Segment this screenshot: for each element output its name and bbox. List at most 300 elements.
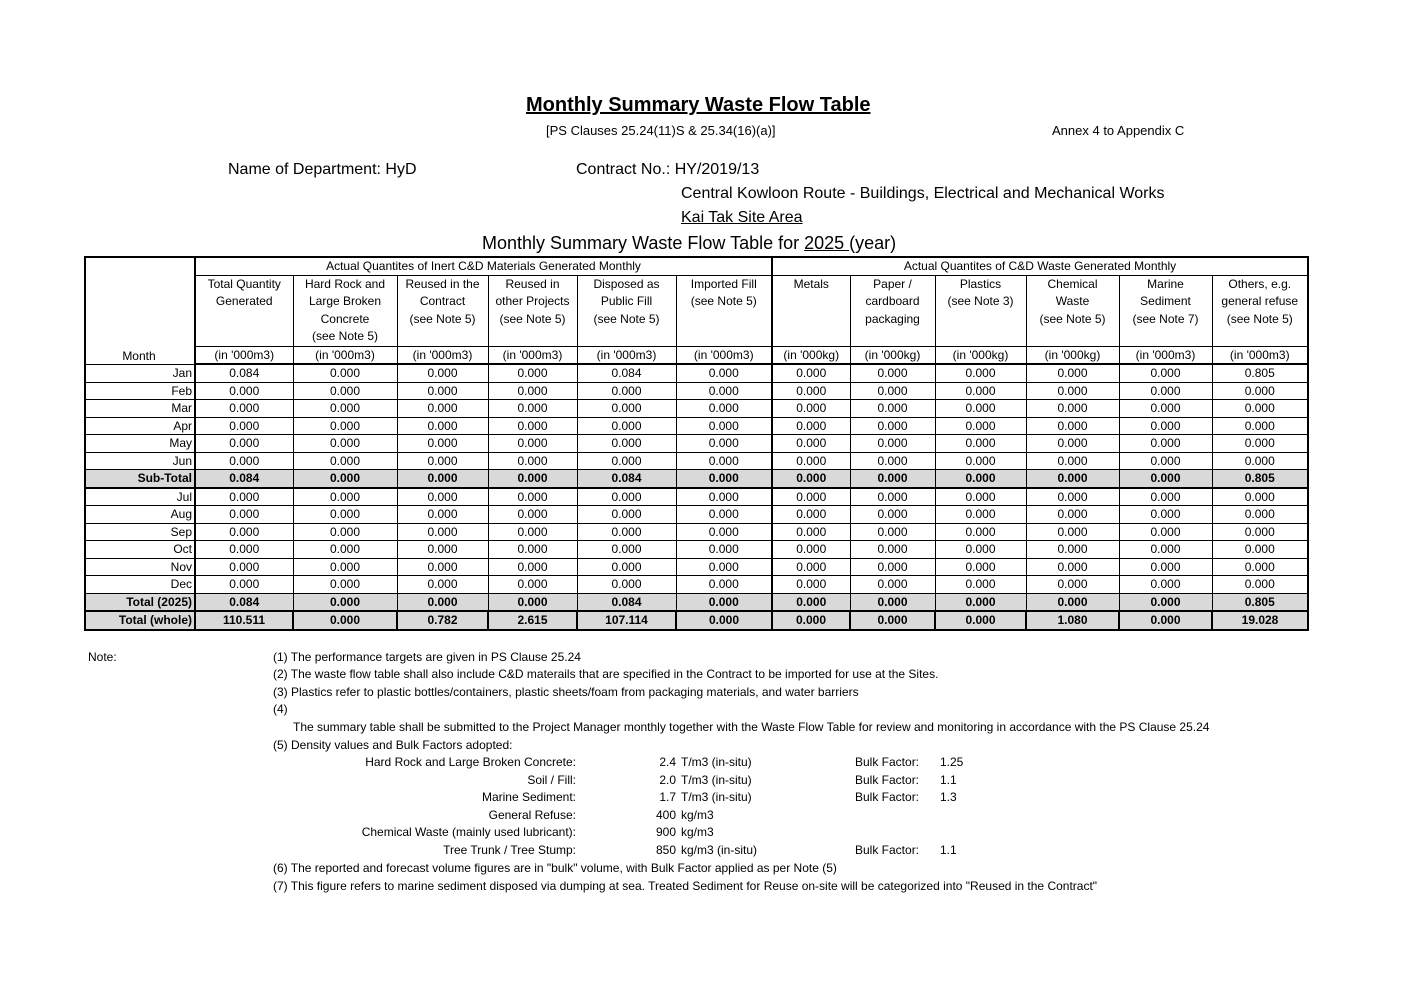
table-row [85, 593, 1308, 611]
note-4-text: The summary table shall be submitted to the Project Manager monthly together with the Waste Flow Table for review and monitoring in accordance with the PS Clause 25.24 [293, 720, 1210, 734]
density-value: 400 [655, 807, 676, 822]
value-cell: 0.000 [488, 364, 577, 382]
column-header [397, 275, 488, 346]
density-material: Marine Sediment: [481, 790, 576, 805]
column-header-line [936, 311, 1026, 329]
value-cell: 0.084 [577, 364, 676, 382]
month-cell: Dec [85, 576, 195, 594]
value-cell: 0.000 [1026, 417, 1119, 435]
value-cell: 0.000 [577, 541, 676, 559]
value-cell: 0.000 [1119, 382, 1212, 400]
value-cell: 0.000 [1026, 523, 1119, 541]
value-cell: 0.000 [676, 611, 772, 630]
value-cell: 0.000 [577, 558, 676, 576]
subtitle-year: 2025 [804, 233, 850, 253]
column-unit: (in '000m3) [397, 346, 488, 364]
density-unit: T/m3 (in-situ) [681, 790, 752, 805]
month-cell: Oct [85, 541, 195, 559]
table-row [85, 576, 1308, 594]
bulk-factor-value: 1.3 [940, 790, 957, 805]
value-cell: 0.000 [488, 452, 577, 470]
value-cell: 0.000 [1119, 364, 1212, 382]
month-cell: Sep [85, 523, 195, 541]
column-header-line: (see Note 5) [1226, 311, 1293, 326]
column-header [577, 275, 676, 346]
month-cell: Apr [85, 417, 195, 435]
density-unit: kg/m3 (in-situ) [681, 843, 758, 857]
value-cell: 0.000 [850, 576, 935, 594]
column-header [1212, 275, 1308, 346]
value-cell: 0.000 [850, 470, 935, 488]
value-cell: 0.000 [850, 400, 935, 418]
value-cell: 0.000 [772, 417, 850, 435]
table-row [85, 364, 1308, 382]
density-material: General Refuse: [488, 807, 576, 822]
value-cell: 0.000 [293, 364, 397, 382]
value-cell: 0.000 [577, 576, 676, 594]
value-cell: 0.084 [195, 593, 293, 611]
value-cell: 0.000 [293, 523, 397, 541]
value-cell: 0.000 [293, 488, 397, 506]
value-cell: 0.000 [676, 435, 772, 453]
column-header-line: Marine [1147, 276, 1184, 291]
value-cell: 0.000 [676, 364, 772, 382]
value-cell: 0.000 [293, 541, 397, 559]
value-cell: 0.000 [293, 435, 397, 453]
waste-group-header: Actual Quantites of C&D Waste Generated Monthly [772, 257, 1308, 275]
value-cell: 0.000 [772, 593, 850, 611]
value-cell: 0.000 [195, 417, 293, 435]
note-6: (6) The reported and forecast volume figures are in "bulk" volume, with Bulk Factor applied as per Note (5) [273, 861, 837, 875]
column-header-line: (see Note 5) [499, 311, 566, 326]
value-cell: 19.028 [1212, 611, 1308, 630]
column-header-line: Reused in [505, 276, 560, 291]
value-cell: 0.805 [1212, 470, 1308, 488]
table-row [85, 506, 1308, 524]
value-cell: 110.511 [195, 611, 293, 630]
column-header-line: Plastics [959, 276, 1002, 291]
value-cell: 0.805 [1212, 364, 1308, 382]
value-cell: 0.000 [676, 452, 772, 470]
value-cell: 0.000 [1212, 382, 1308, 400]
column-header [676, 275, 772, 346]
value-cell: 0.000 [850, 523, 935, 541]
contract-number: Contract No.: HY/2019/13 [576, 161, 760, 178]
value-cell: 0.000 [293, 558, 397, 576]
column-header-line [677, 328, 772, 346]
column-header-line: Total Quantity [207, 276, 281, 291]
column-header [195, 275, 293, 346]
value-cell: 0.084 [195, 364, 293, 382]
density-value: 2.0 [659, 772, 676, 787]
value-cell: 0.000 [676, 417, 772, 435]
column-header [772, 275, 850, 346]
value-cell: 0.000 [850, 506, 935, 524]
column-header-line [851, 328, 935, 346]
column-header-line [1027, 328, 1119, 346]
column-unit: (in '000kg) [850, 346, 935, 364]
value-cell: 0.000 [397, 576, 488, 594]
value-cell: 0.000 [850, 417, 935, 435]
value-cell: 0.000 [488, 417, 577, 435]
column-header-line: Imported Fill [690, 276, 757, 291]
value-cell: 0.000 [397, 452, 488, 470]
value-cell: 0.000 [935, 488, 1026, 506]
value-cell: 0.000 [676, 506, 772, 524]
month-cell: Nov [85, 558, 195, 576]
month-cell: Feb [85, 382, 195, 400]
column-unit: (in '000m3) [577, 346, 676, 364]
value-cell: 0.000 [772, 558, 850, 576]
column-header [293, 275, 397, 346]
column-header-line: Public Fill [600, 294, 653, 308]
value-cell: 0.000 [1119, 611, 1212, 630]
column-header-line [773, 328, 850, 346]
value-cell: 0.000 [676, 558, 772, 576]
value-cell: 0.000 [488, 558, 577, 576]
value-cell: 0.000 [1212, 400, 1308, 418]
month-cell: Jul [85, 488, 195, 506]
value-cell: 0.000 [397, 435, 488, 453]
value-cell: 0.000 [935, 364, 1026, 382]
value-cell: 0.000 [676, 470, 772, 488]
annex-label: Annex 4 to Appendix C [1052, 123, 1185, 138]
column-header-line: packaging [865, 311, 920, 326]
subtitle-suffix: (year) [849, 233, 897, 253]
column-header-line [773, 311, 850, 329]
value-cell: 0.000 [195, 576, 293, 594]
value-cell: 0.000 [772, 452, 850, 470]
column-unit: (in '000m3) [676, 346, 772, 364]
value-cell: 0.000 [577, 523, 676, 541]
value-cell: 0.000 [1026, 488, 1119, 506]
column-header [488, 275, 577, 346]
value-cell: 0.000 [772, 364, 850, 382]
column-header-line [1120, 328, 1212, 346]
value-cell: 0.000 [488, 576, 577, 594]
value-cell: 0.000 [577, 488, 676, 506]
column-header-line [677, 311, 772, 329]
value-cell: 0.000 [1119, 417, 1212, 435]
month-cell: Sub-Total [85, 470, 195, 488]
density-material: Tree Trunk / Tree Stump: [443, 843, 576, 857]
value-cell: 0.000 [397, 382, 488, 400]
value-cell: 0.000 [935, 452, 1026, 470]
value-cell: 0.000 [397, 470, 488, 488]
column-unit: (in '000m3) [488, 346, 577, 364]
column-header-line [578, 328, 676, 346]
value-cell: 0.000 [850, 452, 935, 470]
value-cell: 0.000 [676, 576, 772, 594]
document-title: Monthly Summary Waste Flow Table [526, 94, 871, 116]
table-row [85, 382, 1308, 400]
value-cell: 0.000 [1119, 452, 1212, 470]
value-cell: 0.000 [293, 611, 397, 630]
value-cell: 0.084 [577, 470, 676, 488]
value-cell: 0.000 [293, 506, 397, 524]
value-cell: 0.000 [1026, 452, 1119, 470]
value-cell: 0.000 [772, 488, 850, 506]
table-row [85, 470, 1308, 488]
column-unit: (in '000m3) [195, 346, 293, 364]
column-header-line: Hard Rock and [304, 276, 386, 291]
month-cell: Mar [85, 400, 195, 418]
column-header-line: Paper / [873, 276, 912, 291]
value-cell: 0.000 [1119, 435, 1212, 453]
value-cell: 0.000 [850, 382, 935, 400]
value-cell: 0.000 [1119, 576, 1212, 594]
bulk-factor-value: 1.1 [940, 772, 957, 787]
column-unit: (in '000kg) [1026, 346, 1119, 364]
column-header-line [936, 328, 1026, 346]
column-header [935, 275, 1026, 346]
value-cell: 0.000 [1119, 558, 1212, 576]
column-header-line: (see Note 5) [690, 294, 757, 308]
value-cell: 0.000 [1212, 435, 1308, 453]
density-material: Soil / Fill: [527, 772, 576, 787]
density-value: 850 [655, 843, 676, 857]
value-cell: 0.000 [1212, 541, 1308, 559]
value-cell: 0.000 [935, 506, 1026, 524]
value-cell: 0.000 [397, 523, 488, 541]
value-cell: 0.000 [577, 382, 676, 400]
table-row [85, 558, 1308, 576]
value-cell: 0.000 [577, 435, 676, 453]
value-cell: 0.000 [1212, 452, 1308, 470]
value-cell: 0.000 [1026, 593, 1119, 611]
column-header-line: Chemical [1047, 276, 1098, 291]
density-material: Hard Rock and Large Broken Concrete: [365, 755, 576, 769]
value-cell: 0.000 [488, 400, 577, 418]
value-cell: 2.615 [488, 611, 577, 630]
column-header-line: cardboard [865, 294, 920, 308]
column-header-line: general refuse [1221, 294, 1299, 308]
value-cell: 0.000 [772, 382, 850, 400]
value-cell: 0.000 [850, 488, 935, 506]
value-cell: 0.000 [1119, 488, 1212, 506]
value-cell: 0.000 [293, 576, 397, 594]
value-cell: 0.000 [488, 470, 577, 488]
value-cell: 0.000 [1212, 576, 1308, 594]
value-cell: 0.000 [772, 523, 850, 541]
value-cell: 0.000 [1119, 541, 1212, 559]
value-cell: 0.000 [397, 506, 488, 524]
value-cell: 0.000 [293, 593, 397, 611]
value-cell: 0.782 [397, 611, 488, 630]
bulk-factor-label: Bulk Factor: [855, 790, 920, 805]
month-cell: Total (whole) [85, 611, 195, 630]
value-cell: 0.000 [676, 400, 772, 418]
column-header-line [1213, 328, 1308, 346]
month-cell: Aug [85, 506, 195, 524]
value-cell: 0.000 [676, 382, 772, 400]
subtitle-prefix: Monthly Summary Waste Flow Table for [482, 233, 805, 253]
value-cell: 0.000 [1212, 558, 1308, 576]
density-value: 1.7 [659, 790, 676, 805]
value-cell: 0.000 [935, 382, 1026, 400]
table-row [85, 488, 1308, 506]
bulk-factor-value: 1.25 [940, 755, 964, 769]
value-cell: 0.000 [935, 400, 1026, 418]
density-value: 900 [655, 825, 676, 840]
value-cell: 0.000 [1119, 523, 1212, 541]
value-cell: 0.000 [488, 506, 577, 524]
column-header-line [489, 328, 577, 346]
column-header-line: (see Note 5) [311, 329, 379, 343]
value-cell: 0.000 [195, 452, 293, 470]
site-area: Kai Tak Site Area [681, 209, 803, 226]
column-header-line: (see Note 5) [409, 311, 476, 326]
bulk-factor-label: Bulk Factor: [855, 843, 920, 857]
value-cell: 0.000 [676, 541, 772, 559]
value-cell: 0.000 [772, 400, 850, 418]
column-unit: (in '000kg) [935, 346, 1026, 364]
ps-clauses: [PS Clauses 25.24(11)S & 25.34(16)(a)] [546, 123, 776, 138]
value-cell: 0.000 [1119, 506, 1212, 524]
value-cell: 0.000 [772, 576, 850, 594]
column-header-line: (see Note 5) [593, 311, 660, 326]
value-cell: 0.000 [676, 523, 772, 541]
column-unit: (in '000m3) [1212, 346, 1308, 364]
value-cell: 0.000 [1212, 523, 1308, 541]
value-cell: 0.000 [772, 611, 850, 630]
value-cell: 0.000 [935, 470, 1026, 488]
value-cell: 0.000 [577, 417, 676, 435]
value-cell: 0.000 [397, 593, 488, 611]
value-cell: 0.000 [1212, 417, 1308, 435]
value-cell: 0.000 [488, 435, 577, 453]
column-header-line [398, 328, 488, 346]
bulk-factor-label: Bulk Factor: [855, 755, 920, 769]
value-cell: 0.000 [488, 541, 577, 559]
value-cell: 0.000 [935, 541, 1026, 559]
value-cell: 0.000 [1212, 488, 1308, 506]
column-unit: (in '000m3) [1119, 346, 1212, 364]
value-cell: 0.000 [1026, 541, 1119, 559]
bulk-factor-label: Bulk Factor: [855, 772, 920, 787]
table-row [85, 452, 1308, 470]
column-header [1119, 275, 1212, 346]
value-cell: 0.000 [397, 541, 488, 559]
column-header-line: Sediment [1140, 294, 1191, 308]
column-unit: (in '000kg) [772, 346, 850, 364]
note-label: Note: [88, 650, 117, 664]
value-cell: 0.000 [772, 506, 850, 524]
value-cell: 0.000 [1119, 400, 1212, 418]
value-cell: 0.000 [397, 364, 488, 382]
value-cell: 0.000 [1119, 593, 1212, 611]
value-cell: 0.000 [195, 523, 293, 541]
table-row [85, 417, 1308, 435]
value-cell: 0.000 [1026, 470, 1119, 488]
column-header-line [196, 311, 293, 329]
density-unit: T/m3 (in-situ) [681, 755, 752, 769]
value-cell: 0.000 [850, 593, 935, 611]
value-cell: 0.084 [577, 593, 676, 611]
value-cell: 0.000 [1119, 470, 1212, 488]
value-cell: 0.000 [1026, 576, 1119, 594]
month-cell: May [85, 435, 195, 453]
density-value: 2.4 [659, 755, 676, 769]
value-cell: 0.000 [397, 417, 488, 435]
value-cell: 0.084 [195, 470, 293, 488]
density-material: Chemical Waste (mainly used lubricant): [361, 825, 576, 840]
column-header-line: Others, e.g. [1228, 276, 1292, 291]
bulk-factor-value: 1.1 [940, 843, 957, 857]
waste-flow-table [84, 256, 1309, 631]
note-5: (5) Density values and Bulk Factors adopted: [273, 738, 513, 752]
column-header [1026, 275, 1119, 346]
value-cell: 0.000 [397, 400, 488, 418]
value-cell: 0.000 [195, 488, 293, 506]
note-2: (2) The waste flow table shall also include C&D materails that are specified in the Contract to be imported for use at the Sites. [273, 667, 939, 681]
value-cell: 0.000 [850, 364, 935, 382]
value-cell: 0.000 [293, 417, 397, 435]
month-cell: Jun [85, 452, 195, 470]
department-name: Name of Department: HyD [228, 161, 417, 178]
table-row [85, 611, 1308, 630]
column-header-line: Disposed as [593, 276, 660, 291]
value-cell: 0.000 [676, 593, 772, 611]
value-cell: 0.000 [488, 593, 577, 611]
column-header-line: Generated [215, 294, 273, 308]
value-cell: 0.000 [397, 558, 488, 576]
value-cell: 0.000 [772, 435, 850, 453]
value-cell: 0.000 [935, 523, 1026, 541]
value-cell: 0.000 [772, 541, 850, 559]
column-header [850, 275, 935, 346]
value-cell: 0.000 [935, 576, 1026, 594]
table-row [85, 541, 1308, 559]
column-unit: (in '000m3) [293, 346, 397, 364]
column-header-line: other Projects [495, 294, 570, 308]
value-cell: 0.000 [488, 382, 577, 400]
value-cell: 0.000 [850, 558, 935, 576]
inert-group-header: Actual Quantites of Inert C&D Materials Generated Monthly [195, 257, 772, 275]
column-header-line: Reused in the [405, 276, 480, 291]
value-cell: 0.000 [676, 488, 772, 506]
value-cell: 0.000 [1026, 364, 1119, 382]
value-cell: 107.114 [577, 611, 676, 630]
value-cell: 0.000 [293, 452, 397, 470]
column-header-line [196, 328, 293, 346]
month-header: Month [85, 257, 195, 364]
column-header-line: Contract [419, 294, 466, 308]
note-7: (7) This figure refers to marine sediment disposed via dumping at sea. Treated Sediment for Reuse on-site will be categorized into "Reused in the Contract" [273, 879, 1098, 893]
value-cell: 1.080 [1026, 611, 1119, 630]
value-cell: 0.000 [935, 593, 1026, 611]
month-cell: Jan [85, 364, 195, 382]
value-cell: 0.000 [1026, 400, 1119, 418]
value-cell: 0.000 [195, 435, 293, 453]
table-subtitle [482, 233, 896, 254]
column-header-line: Large Broken [308, 294, 382, 308]
column-header-line: (see Note 3) [947, 294, 1014, 308]
value-cell: 0.000 [1026, 382, 1119, 400]
table-row [85, 400, 1308, 418]
value-cell: 0.000 [195, 558, 293, 576]
value-cell: 0.000 [850, 611, 935, 630]
contract-title: Central Kowloon Route - Buildings, Electrical and Mechanical Works [681, 185, 1165, 202]
month-cell: Total (2025) [85, 593, 195, 611]
value-cell: 0.000 [1212, 506, 1308, 524]
column-header-line: (see Note 5) [1039, 311, 1106, 326]
value-cell: 0.000 [577, 400, 676, 418]
density-unit: T/m3 (in-situ) [681, 772, 752, 787]
column-header-line [773, 293, 850, 311]
table-row [85, 435, 1308, 453]
value-cell: 0.000 [1026, 435, 1119, 453]
